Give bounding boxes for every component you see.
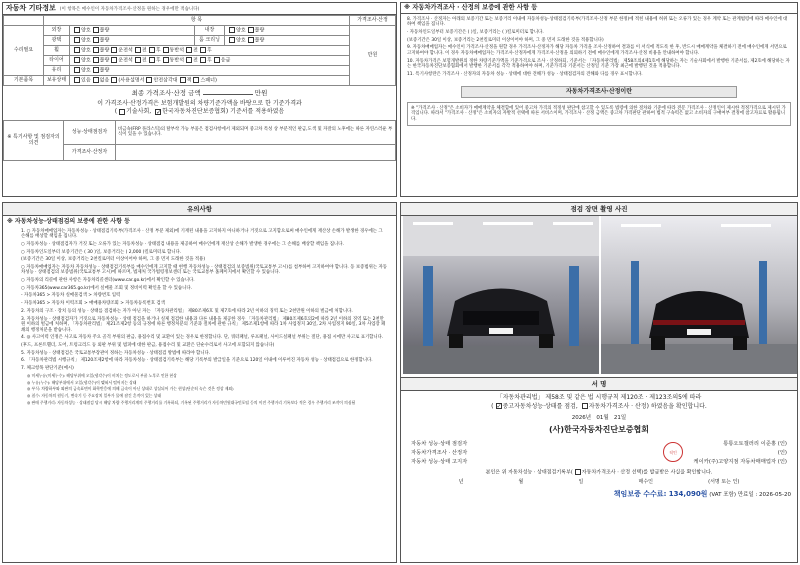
ack-text-b: 자동차가격조사 · 산정 선택)를 발급받은 사실을 확인합니다. (581, 469, 713, 476)
row-options (224, 35, 349, 45)
price-guarantee-item: 10. 자동차가격은 보험개발원의 정한 차량기준가액을 기준가격으로 조사 · 산정하되, 기준서는 「자동차관리법」 제58조의4제1호에 해당하는 자는 기술사회에서 발행한 기준서를, 제2호에 해당하는 자는 한국자동차진단보증협회에서 발행한 기준서를 각각 적용하여야 하며, 기준가격과 기준서는 산정일 기준 가장 최근에 발행된 것을 적용합니다. (407, 58, 790, 70)
buyer-date-line (401, 479, 797, 485)
row-checkbox[interactable] (93, 67, 99, 73)
notes-item: 4. ◎ 사고이력 인정은 사고로 자동차 주요 골격 부위의 판금, 용접수리 및 교환이 있는 경우로 한정합니다. 단, 쿼터패널, 루프패널, 사이드실패널 부위는 절단, 용접 시에만 사고로 표기합니다. (21, 335, 384, 341)
row-label: 외장 (44, 25, 70, 35)
price-guarantee-item: (보증기간은 30일 이상, 보증거리는 2천킬로미터 이상이어야 하며, 그 중 먼저 도래한 것을 적용합니다) (407, 37, 604, 43)
basic-option: (사용설명서 (118, 77, 145, 84)
signature-law-options: ( ✓중고자동차성능·상태를 점검, 자동차가격조사 · 산정) 하였음을 확인합니다. (491, 402, 707, 411)
row-options (70, 65, 350, 75)
row-option: 후 (206, 47, 212, 54)
basic-info-panel (2, 2, 397, 197)
row-option: 양호 (235, 27, 246, 34)
row-option: 양호 (81, 27, 91, 34)
notes-list (3, 228, 396, 372)
signature-line-label: 자동차 성능·상태 고지자 (411, 459, 468, 466)
signature-law-text: 「자동차관리법」 제58조 및 같은 법 시행규칙 제120조 · 제123조의5에 따라 (496, 394, 702, 402)
final-price-unit: 만원 (254, 88, 268, 97)
row-option: 불량 (99, 57, 110, 64)
row-option: 불량 (99, 37, 110, 44)
basic-option: 잭 (186, 77, 192, 84)
price-guarantee-item: 8. 가격조사 · 산정자는 아래의 보증기간 또는 보증거리 이내에 자동차성능·상태점검기록부(가격조사·산정 부분 한정)에 적힌 내용에 허위 또는 오류가 있는 경우 계약 또는 관계법령에 따라 매수인에 대하여 책임을 집니다. (407, 16, 788, 28)
notes-item: 3. 자동차성능 · 상태점검자가 거짓으로 자동차성능 · 상태 점검을 하거나 실제 점검한 내용과 다른 내용을 제공한 경우 「자동차관리법」 제80조제6호의2에 따라 2년 이하의 징역 또는 2천만원 이하의 벌금에 처하며, 「자동차관리법」 제21조제2항 등의 규정에 따른 행정처분의 기준과 절차에 관한 규칙」 제5조제1항에 따라 1차 사업정지 30일, 2차 사업정지 90일, 3차 사업장 폐쇄의 행정처분을 받습니다. (21, 316, 386, 333)
buyer-date-item: 월 (518, 478, 524, 485)
status-checker-label: 성능·상태점검자 (64, 120, 116, 144)
price-guarantee-panel (400, 2, 798, 197)
basic-checkbox[interactable] (74, 77, 80, 83)
row-options (70, 45, 350, 55)
row-options (70, 25, 195, 35)
row-checkbox[interactable] (74, 27, 80, 33)
signature-line (401, 440, 797, 449)
row-checkbox[interactable] (200, 57, 206, 63)
row-option: 동반석 (169, 47, 185, 54)
basic-info-row (4, 35, 396, 45)
row-checkbox[interactable] (149, 47, 155, 53)
basic-checkbox[interactable] (111, 77, 117, 83)
basis-text: 이 가격조사·산정가격은 보험개발원의 차량기준가액을 바탕으로 한 기준가격과 (97, 99, 302, 107)
signature-lines (401, 440, 797, 467)
basic-label: 기본품목 (4, 75, 44, 85)
row-option: 운전석 (118, 47, 133, 54)
row-checkbox[interactable] (93, 47, 99, 53)
ack-text (401, 469, 797, 476)
row-label: 타이어 (44, 55, 70, 65)
org-seal (663, 442, 683, 462)
signature-line-name: 케이카(주)고양지점 자동차매매업자 (693, 459, 777, 466)
signature-line-value (723, 441, 787, 448)
law-opt2-label: 자동차가격조사 · 산정) 하였음을 확인합니다. (588, 402, 707, 410)
row-checkbox[interactable] (74, 37, 80, 43)
row-checkbox[interactable] (135, 47, 141, 53)
price-guarantee-title: ※ 자동차가격조사 · 산정의 보증에 관한 사항 등 (404, 4, 538, 11)
price-guarantee-item: 11. 특기사항란은 가격조사 · 산정자의 자동차 성능 · 상태에 대한 견해가 성능 · 상태점검자의 견해와 다를 경우 표시합니다. (407, 71, 643, 77)
basic-checkbox[interactable] (180, 77, 186, 83)
row-option: 후 (155, 57, 161, 64)
row-option: 불량 (254, 37, 265, 44)
status-checker-text: 비금속(FRP 플라스틱)의 탈부착 가능 부품은 점검사항에서 제외되며 중고차 특성 상 부분적인 판금,도색 및 자잘의 노후에는 따른 자연스러운 부식이 있을 수 있습니다. (116, 120, 396, 144)
basis-opt2-label: 한국자동차진단보증협회) 기준서를 적용하였음 (162, 108, 285, 116)
expire-date: 만료일 : 2026-05-20 (737, 492, 791, 498)
row-option: 전 (193, 57, 198, 64)
row-option: 불량 (99, 67, 110, 74)
buyer-date-item: 매수인 (638, 478, 654, 485)
row-checkbox[interactable] (74, 57, 80, 63)
basic-option: 안전삼각대 (153, 77, 178, 84)
notes-item: - 자동차365 > 자동차 이력조회 > 매매용차량조회 > 자동차등록번호 검색 (21, 301, 165, 307)
price-guarantee-item: · 자동차인도일부터 보증기간은 ( )일, 보증거리는 ( )킬로미터로 합니다. (407, 30, 544, 36)
row-option: 전 (141, 57, 147, 64)
buyer-date-item: 년 (458, 478, 464, 485)
row-label: 휠 (44, 45, 70, 55)
basic-option: 있음 (81, 77, 91, 84)
guide-title: 자동차가격조사·산정이란 (461, 86, 737, 98)
basic-info-row (4, 25, 396, 35)
signature-line-mark: (인) (777, 459, 787, 466)
ack-checkbox[interactable] (575, 469, 581, 475)
row-option: 전 (193, 47, 198, 54)
buyer-date-item: 일 (578, 478, 584, 485)
inspection-checkbox[interactable]: ✓ (496, 403, 502, 411)
row-checkbox[interactable] (135, 57, 141, 63)
row-checkbox[interactable] (149, 57, 155, 63)
signature-date (401, 415, 797, 422)
signature-line-label: 자동차 성능·상태 점검자 (411, 441, 468, 448)
row-option: 불량 (99, 47, 110, 54)
notes-item: ○ 자동차인도일부터 보증기간은 ( 30 )일, 보증거리는 ( 2,000 )킬로미터로 합니다. (21, 249, 182, 255)
final-price-label: 최종 가격조사·산정 금액 (131, 88, 201, 97)
fee-suffix: (VAT 포함) (709, 492, 736, 498)
row-checkbox[interactable] (229, 27, 235, 33)
notes-item: (보증기간은 30일 이상, 보증거리는 2천킬로미터 이상이어야 하며, 그 중 먼저 도래한 것을 적용) (21, 257, 206, 263)
signature-line-value (778, 450, 787, 457)
price-checkbox[interactable] (582, 403, 588, 409)
criteria-item: ◎ 미세누유(미세누수): 해당부위에 오일(냉각수)이 비치는 정도로서 부품 노후로 인한 현상 (27, 372, 177, 378)
basic-info-title: 자동차 기타정보 (6, 4, 56, 12)
row-label: 내장 (194, 25, 224, 35)
basic-option: 스패너) (200, 77, 217, 84)
notes-item: ○ 자동차의 리콜에 관한 사항은 자동차리콜센터(www.car.go.kr)에서 확인할 수 있습니다. (21, 278, 195, 284)
basic-items-row (4, 75, 396, 85)
buyer-date-item: (서명 또는 인) (708, 478, 740, 485)
row-option: 불량 (99, 27, 110, 34)
inspection-photo-rear (601, 216, 797, 374)
row-option: 전 (141, 47, 147, 54)
opinion-label: ※ 특기사항 및 점검자의 의견 (4, 120, 64, 160)
signature-line-value (693, 459, 787, 466)
row-checkbox[interactable] (93, 57, 99, 63)
notes-subtitle: ※ 자동차성능·상태점검의 보증에 관한 사항 등 (7, 218, 130, 226)
signature-header: 서 명 (401, 378, 797, 391)
repair-label: 수리필요 (4, 25, 44, 75)
row-checkbox[interactable] (111, 47, 117, 53)
ack-text-a: 본인은 위 자동차성능 · 상태점검기록부( (485, 469, 573, 476)
signature-line-label: 자동차가격조사 · 산정자 (411, 450, 468, 457)
row-option: 양호 (81, 47, 91, 54)
signature-org: (사)한국자동차진단보증협회 (548, 425, 650, 434)
basis-checkbox-2[interactable]: ✓ (156, 108, 162, 116)
basis-checkbox-1[interactable] (119, 109, 125, 115)
basis-opt1-label: 기술사회, (126, 108, 152, 116)
price-guarantee-item: 9. 자동차매매업자는 매수인이 가격조사·산정을 원할 경우 가격조사·산정자가 해당 자동차 가격을 조사·산정하여 결과를 이 서식에 적도록 한 후, 반드시 매매계약을 체결하기 전에 매수인에게 서면으로 고지하여야 합니다. 이 경우 자동차매매업자는 가격조사·산정자에게 가격조사·산정을 의뢰하기 전에 매수인에게 가격조사·산정 비용을 안내하여야 합니다. (407, 45, 787, 56)
fee-row (401, 490, 797, 499)
notes-item: 1. ○ 자동차매매업자는 자동차성능 · 상태점검기록부(가격조사 · 산정 부분 제외)에 기재된 내용을 고지하지 아니하거나 거짓으로 고지함으로써 매수인에게 재산상 손해가 발생한 경우에는 그 손해를 배상할 책임을 집니다. (21, 228, 383, 240)
price-checker-label: 가격조사·산정자 (64, 144, 116, 160)
date-month-unit: 월 (603, 415, 609, 422)
row-checkbox[interactable] (248, 27, 254, 33)
date-year: 2026 (571, 415, 586, 422)
signature-line-mark: (인) (777, 441, 787, 448)
row-checkbox[interactable] (248, 37, 254, 43)
date-day: 21 (613, 415, 621, 422)
row-option: 양호 (81, 57, 91, 64)
guide-text: ※ "가격조사 · 산정"은 소비자가 매매계약을 체결함에 있어 중고차 가격의 적정성 판단에 참고할 수 있도록 법령에 의한 절차와 기준에 따라 전문 가격조사 · 산정인이 제시한 적정가격으로 제시된 가격입니다. 따라서 "가격조사 · 산정"은 소비자의 자발적 선택에 따른 서비스이며, 가격조사 · 산정 금액은 중고차 가격판단 관하여 법적 구속력은 없고 소비자의 구매여부 결정에 참고자료로 활용됩니다. (407, 102, 791, 127)
criteria-list (3, 374, 396, 406)
basic-checkbox[interactable] (93, 77, 99, 83)
opinion-table (3, 120, 396, 161)
row-option: 양호 (81, 37, 91, 44)
notes-item: ○ 자동차365(www.car365.go.kr)에서 실매물 조회 및 정비이력 확인을 할 수 있습니다. (21, 285, 192, 291)
row-checkbox[interactable] (186, 57, 192, 63)
basis-options: ( 기술사회, ✓한국자동차진단보증협회) 기준서를 적용하였음 (114, 108, 285, 116)
signature-line (401, 458, 797, 467)
basic-checkbox[interactable] (146, 77, 152, 83)
row-option: 양호 (235, 37, 246, 44)
row-option: 후 (206, 57, 212, 64)
criteria-item: ◎ 판매 주행거리: 자동차성능 · 상태점검 당시 해당 차량 주행거리계의 주행거리를 기록하되, 기록된 주행거리가 자동차민원대국민포털 등의 이전 주행거리 기록보다 적은 경우 주행거리 조작이 의심됨 (27, 400, 356, 406)
signature-line (401, 449, 797, 458)
row-label: 광택 (44, 35, 70, 45)
item-header: 항 목 (44, 15, 350, 25)
basic-info-row (4, 65, 396, 75)
criteria-item: ◎ 부식: 차량하부와 외판의 금속표면이 화학반응에 의해 금속이 아닌 상태로 상실되어 가는 현상(단순히 녹슨 것은 정상 제외) (27, 386, 234, 392)
row-option: 응급 (220, 57, 231, 64)
basic-option: 없음 (99, 77, 110, 84)
row-checkbox[interactable] (186, 47, 192, 53)
notes-item: - 자동차365 > 자동차 실매물검색 > 차량번호 입력 (21, 293, 121, 299)
row-checkbox[interactable] (229, 37, 235, 43)
notes-item: ○ 자동차성능 · 상태점검자가 거짓 또는 오류가 있는 자동차성능 · 상태점검 내용을 제공하여 매수인에게 재산상 손해가 발생한 경우에는 그 손해를 배상할 책임을 집니다. (21, 241, 344, 247)
basic-info-row (4, 55, 396, 65)
notes-item: 6. 「자동차관리법 시행규칙」 제120조제2항에 따라 자동차성능 · 상태점검기록부는 해당 기록부의 발급일을 기준으로 120일 이내에 이루어진 자동차 성능 · 상태점검으로 한정합니다. (21, 358, 373, 364)
date-day-unit: 일 (620, 415, 627, 422)
row-checkbox[interactable] (74, 47, 80, 53)
fee-label: 책임보증 수수료: 134,090원 (613, 490, 708, 498)
signature-line-mark: (인) (777, 450, 787, 457)
signature-line-name: 통통오토갤러리 이준홍 (723, 441, 777, 448)
basic-options (70, 75, 350, 85)
photos-header: 점검 장면 촬영 사진 (401, 203, 797, 216)
basic-info-row (4, 45, 396, 55)
price-checker-text (116, 144, 396, 160)
basic-checkbox[interactable] (193, 77, 199, 83)
basic-info-table (3, 15, 396, 86)
row-option: 동반석 (169, 57, 185, 64)
basic-sub: 보유상태 (44, 75, 70, 85)
row-options (70, 35, 195, 45)
row-options (224, 25, 349, 35)
criteria-item: ◎ 누유(누수): 해당부위에서 오일(냉각수)이 맺혀서 떨어지는 상태 (27, 379, 137, 385)
notes-panel (2, 202, 397, 563)
price-header: 가격조사·산정 (350, 15, 396, 25)
signature-section (401, 377, 797, 499)
row-checkbox[interactable] (111, 57, 117, 63)
row-checkbox[interactable] (163, 57, 169, 63)
photo-signature-panel (400, 202, 798, 563)
notes-item: 5. 자동차성능 · 상태점검은 국토교통부장관이 정하는 자동차성능 · 상태점검 방법에 따라야 합니다. (21, 350, 211, 356)
row-checkbox[interactable] (200, 47, 206, 53)
row-option: 불량 (254, 27, 265, 34)
row-label: 유리 (44, 65, 70, 75)
law-opt1-label: 중고자동차성능·상태를 점검, (502, 402, 578, 410)
row-option: 운전석 (118, 57, 133, 64)
price-guarantee-header (401, 3, 797, 14)
notes-item: 2. 자동차의 구조 · 장치 등의 성능 · 상태를 점검하는 자가 아닌 자는 「자동차관리법」 제80조제6호 및 제7호에 따라 2년 이하의 징역 또는 2천만원 이하의 벌금에 처합니다. (21, 308, 353, 314)
date-year-unit: 년 (585, 415, 592, 422)
criteria-item: ◎ 침수: 자동차의 원동기, 변속기 등 주요장치 일부가 물에 잠긴 흔적이 있는 상태 (27, 393, 161, 399)
notes-item: 7. 체크항목 판단기준(예시) (21, 365, 74, 371)
notes-item: ○ 자동차매매업자는 자동차 자동차성능 · 상태점검기록부를 매수인에게 고지할 때 현행 자동차성능 · 상태점검의 보증범위(국토교통부 고시)를 첨부하여 고지하여야 합니다. 동 보증범위는 자동차성능 · 상태점검의 보증범위(국토교통부 고시)에 따르며, 법제처 국가법령정보센터 또는 국토교통부 홈페이지에서 확인할 수 있습니다. (21, 264, 387, 276)
notes-item: (후드, 프론트휀더, 도어, 트렁크리드 등 외판 부위 및 범퍼에 대한 판금, 용접수리 및 교환은 단순수리로서 사고에 포함되지 않습니다) (21, 342, 275, 348)
row-checkbox[interactable] (74, 67, 80, 73)
row-option: 양호 (81, 67, 91, 74)
date-month: 01 (596, 415, 604, 422)
row-option: 후 (155, 47, 161, 54)
seal-text: 직인 (669, 449, 677, 455)
row-checkbox[interactable] (93, 27, 99, 33)
row-label: 룸 크리닝 (194, 35, 224, 45)
row-checkbox[interactable] (93, 37, 99, 43)
basic-info-header (3, 3, 396, 15)
inspection-photo-front (403, 216, 599, 374)
final-price-row (3, 89, 396, 97)
notes-header: 유의사항 (3, 203, 396, 216)
row-checkbox[interactable] (163, 47, 169, 53)
price-guarantee-list (401, 14, 797, 83)
row-options (70, 55, 350, 65)
price-unit: 만원 (350, 25, 396, 85)
row-checkbox[interactable] (214, 57, 220, 63)
basic-info-note: (이 항목은 매수인이 자동차가격조사·산정을 원하는 경우에만 적습니다) (59, 7, 200, 12)
